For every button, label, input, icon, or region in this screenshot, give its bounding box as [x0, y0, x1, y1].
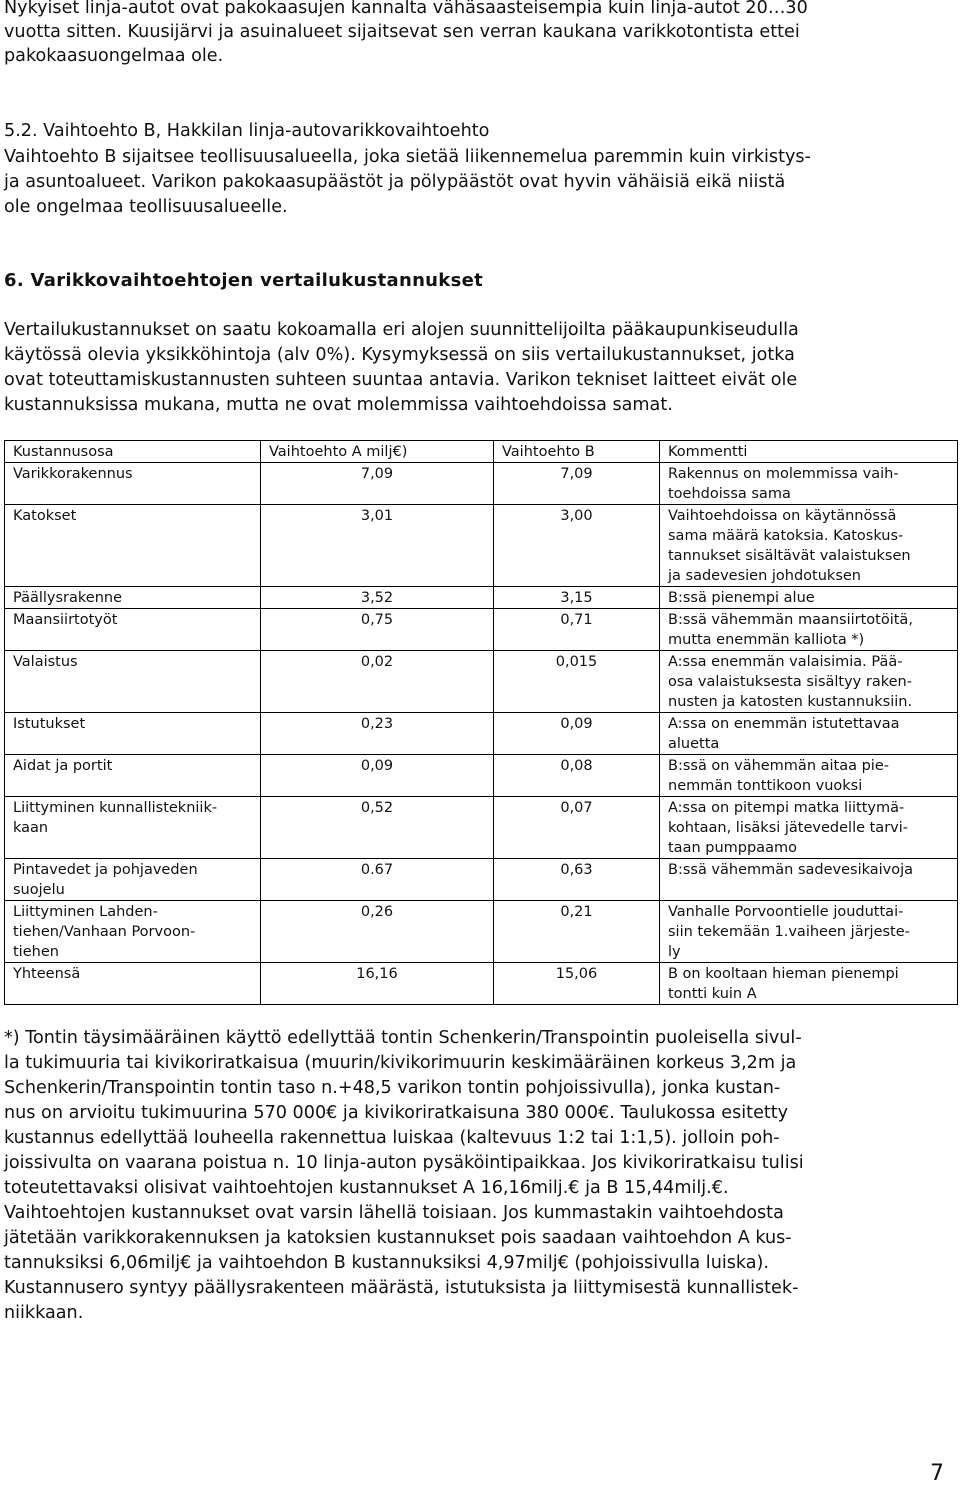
cost-b: 0,09 [494, 713, 660, 755]
cost-a: 16,16 [261, 963, 494, 1005]
cost-item: Istutukset [5, 713, 261, 755]
cost-b: 3,15 [494, 587, 660, 609]
table-row [5, 901, 958, 963]
footnote-line: tannuksiksi 6,06milj€ ja vaihtoehdon B kustannuksiksi 4,97milj€ (pohjoissivulla luiska). [4, 1253, 770, 1273]
section-6-line: käytössä olevia yksikköhintoja (alv 0%). Kysymyksessä on siis vertailukustannukset, jotka [4, 345, 795, 365]
cost-b: 15,06 [494, 963, 660, 1005]
header-cell: Kustannusosa [5, 441, 261, 463]
section-52-line: ja asuntoalueet. Varikon pakokaasupäästöt ja pölypäästöt ovat hyvin vähäisiä eikä niistä [4, 172, 786, 192]
comment: A:ssa enemmän valaisimia. Pää- osa valaistuksesta sisältyy raken- nusten ja katosten kustannuksiin. [660, 651, 958, 713]
cost-a: 0.67 [261, 859, 494, 901]
cost-item: Aidat ja portit [5, 755, 261, 797]
cost-b: 0,015 [494, 651, 660, 713]
cost-b: 0,71 [494, 609, 660, 651]
cost-item: Varikkorakennus [5, 463, 261, 505]
cost-b: 3,00 [494, 505, 660, 587]
cost-item: Katokset [5, 505, 261, 587]
intro-line: vuotta sitten. Kuusijärvi ja asuinalueet sijaitsevat sen verran kaukana varikkotontista ettei [4, 22, 800, 42]
footnote-line: nus on arvioitu tukimuurina 570 000€ ja kivikoriratkaisuna 380 000€. Taulukossa esitetty [4, 1103, 789, 1123]
comment: Rakennus on molemmissa vaih- toehdoissa sama [660, 463, 958, 505]
table-row [5, 587, 958, 609]
comment: Vaihtoehdoissa on käytännössä sama määrä katoksia. Katoskus- tannukset sisältävät valaistuksen ja sadevesien johdotuksen [660, 505, 958, 587]
comment: B on kooltaan hieman pienempi tontti kuin A [660, 963, 958, 1005]
cost-a: 0,23 [261, 713, 494, 755]
comment: A:ssa on enemmän istutettavaa aluetta [660, 713, 958, 755]
cost-a: 0,52 [261, 797, 494, 859]
footnote-line: la tukimuuria tai kivikoriratkaisua (muurin/kivikorimuurin keskimääräinen korkeus 3,2m ja [4, 1053, 797, 1073]
footnote-line: toteutettavaksi olisivat vaihtoehtojen kustannukset A 16,16milj.€ ja B 15,44milj.€. [4, 1178, 729, 1198]
comment: A:ssa on pitempi matka liittymä- kohtaan, lisäksi jätevedelle tarvi- taan pumppaamo [660, 797, 958, 859]
table-header-row [5, 441, 958, 463]
footnote-line: Vaihtoehtojen kustannukset ovat varsin lähellä toisiaan. Jos kummastakin vaihtoehdosta [4, 1203, 784, 1223]
cost-item: Maansiirtotyöt [5, 609, 261, 651]
cost-item: Päällysrakenne [5, 587, 261, 609]
section-6-line: kustannuksissa mukana, mutta ne ovat molemmissa vaihtoehdoissa samat. [4, 395, 673, 415]
cost-a: 3,01 [261, 505, 494, 587]
table-row [5, 859, 958, 901]
cost-item: Liittyminen Lahden- tiehen/Vanhaan Porvoon- tiehen [5, 901, 261, 963]
cost-a: 0,02 [261, 651, 494, 713]
cost-b: 0,21 [494, 901, 660, 963]
cost-item: Valaistus [5, 651, 261, 713]
cost-b: 7,09 [494, 463, 660, 505]
table-row [5, 505, 958, 587]
cost-b: 0,07 [494, 797, 660, 859]
header-cell: Vaihtoehto B [494, 441, 660, 463]
table-row [5, 609, 958, 651]
cost-b: 0,63 [494, 859, 660, 901]
footnote-line: jätetään varikkorakennuksen ja katoksien kustannukset pois saadaan vaihtoehdon A kus- [4, 1228, 792, 1248]
table-total-row [5, 963, 958, 1005]
section-6-heading: 6. Varikkovaihtoehtojen vertailukustannukset [4, 270, 483, 291]
cost-a: 0,09 [261, 755, 494, 797]
section-52-line: ole ongelmaa teollisuusalueelle. [4, 197, 288, 217]
footnote-line: Schenkerin/Transpointin tontin taso n.+48,5 varikon tontin pohjoissivulla), jonka kustan- [4, 1078, 781, 1098]
cost-table [4, 440, 958, 1005]
cost-a: 7,09 [261, 463, 494, 505]
cost-a: 0,26 [261, 901, 494, 963]
comment: B:ssä on vähemmän aitaa pie- nemmän tonttikoon vuoksi [660, 755, 958, 797]
cost-b: 0,08 [494, 755, 660, 797]
table-row [5, 713, 958, 755]
intro-line: Nykyiset linja-autot ovat pakokaasujen kannalta vähäsaasteisempia kuin linja-autot 20…30 [4, 0, 808, 18]
section-6-line: Vertailukustannukset on saatu kokoamalla eri alojen suunnittelijoilta pääkaupunkiseudulla [4, 320, 799, 340]
page-number: 7 [930, 1461, 944, 1486]
cost-item: Yhteensä [5, 963, 261, 1005]
section-52-line: Vaihtoehto B sijaitsee teollisuusalueella, joka sietää liikennemelua paremmin kuin virkistys- [4, 147, 811, 167]
header-cell: Kommentti [660, 441, 958, 463]
section-6-line: ovat toteuttamiskustannusten suhteen suuntaa antavia. Varikon tekniset laitteet eivät ole [4, 370, 798, 390]
cost-item: Pintavedet ja pohjaveden suojelu [5, 859, 261, 901]
comment: B:ssä vähemmän maansiirtotöitä, mutta enemmän kalliota *) [660, 609, 958, 651]
table-row [5, 463, 958, 505]
header-cell: Vaihtoehto A milj€) [261, 441, 494, 463]
footnote-line: Kustannusero syntyy päällysrakenteen määrästä, istutuksista ja liittymisestä kunnallistek- [4, 1278, 799, 1298]
cost-a: 3,52 [261, 587, 494, 609]
table-row [5, 651, 958, 713]
cost-item: Liittyminen kunnallistekniik- kaan [5, 797, 261, 859]
comment: Vanhalle Porvoontielle jouduttai- siin tekemään 1.vaiheen järjeste- ly [660, 901, 958, 963]
table-row [5, 755, 958, 797]
comment: B:ssä pienempi alue [660, 587, 958, 609]
cost-a: 0,75 [261, 609, 494, 651]
footnote-line: joissivulta on vaarana poistua n. 10 linja-auton pysäköintipaikkaa. Jos kivikoriratkaisu tulisi [4, 1153, 804, 1173]
footnote-line: *) Tontin täysimääräinen käyttö edellyttää tontin Schenkerin/Transpointin puoleisella sivul- [4, 1028, 802, 1048]
table-row [5, 797, 958, 859]
footnote-line: kustannus edellyttää louheella rakennettua luiskaa (kaltevuus 1:2 tai 1:1,5). jolloin poh- [4, 1128, 780, 1148]
intro-line: pakokaasuongelmaa ole. [4, 46, 224, 66]
section-52-heading: 5.2. Vaihtoehto B, Hakkilan linja-autovarikkovaihtoehto [4, 121, 490, 141]
comment: B:ssä vähemmän sadevesikaivoja [660, 859, 958, 901]
footnote-line: niikkaan. [4, 1303, 84, 1323]
